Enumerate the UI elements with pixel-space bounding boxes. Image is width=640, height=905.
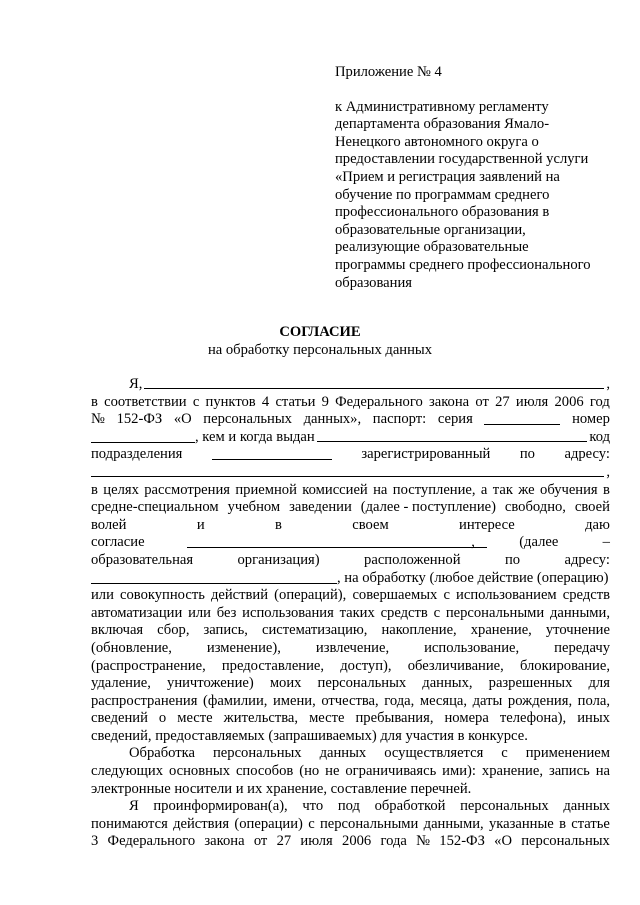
word: совокупность: [120, 587, 205, 604]
word: (далее - поступление): [360, 499, 496, 516]
line-23: [91, 763, 610, 781]
word: 27: [276, 833, 292, 850]
word: закона: [428, 393, 470, 410]
word: блокирование,: [519, 657, 610, 674]
word: месте: [309, 710, 345, 727]
word: моих: [269, 675, 302, 692]
word: использованием: [456, 587, 557, 604]
word: серия: [437, 411, 473, 428]
word: средств: [562, 587, 610, 604]
word: адресу:: [564, 551, 610, 568]
word: телефона),: [499, 710, 567, 727]
line-1: [91, 376, 610, 394]
word: средне-специальном: [91, 499, 219, 516]
word: удаление,: [91, 675, 151, 692]
line-19: [91, 693, 610, 711]
line-25: [91, 798, 610, 816]
line-13: [91, 587, 610, 605]
line-11: [91, 552, 610, 570]
word: целях: [103, 481, 139, 498]
word: или: [91, 587, 114, 604]
line-17: [91, 658, 610, 676]
word: доступ),: [340, 657, 392, 674]
subdivision-code-blank[interactable]: [212, 446, 332, 460]
word: уничтожение): [167, 675, 254, 692]
name-blank[interactable]: [144, 376, 604, 389]
word: имени,: [272, 692, 316, 709]
word: 9: [321, 393, 329, 410]
word: №: [416, 833, 431, 850]
word: месте: [177, 710, 213, 727]
word: рождения,: [507, 692, 573, 709]
word: от: [253, 833, 268, 850]
word: образовательная: [91, 551, 194, 568]
word: предоставление,: [221, 657, 325, 674]
word: в: [274, 516, 282, 533]
word: не: [325, 763, 340, 780]
word: 4: [261, 393, 270, 410]
word: на: [373, 481, 388, 498]
word: так: [492, 481, 513, 498]
organization-blank[interactable]: [187, 534, 487, 548]
word: без: [216, 604, 237, 621]
word: персональными: [445, 604, 545, 621]
word: таких: [339, 604, 375, 621]
word: ими):: [442, 763, 476, 780]
word: же: [518, 481, 535, 498]
word: персональных: [212, 745, 302, 762]
word: запись: [548, 763, 590, 780]
line-6: [91, 464, 610, 482]
word: (далее: [519, 534, 559, 551]
word: а: [480, 481, 488, 498]
word: данных»,: [303, 411, 362, 428]
word: способов: [235, 763, 294, 780]
word: Я: [129, 798, 139, 815]
word: свободно,: [504, 499, 566, 516]
word: от: [475, 393, 489, 410]
word: статье: [571, 815, 610, 832]
word: номер: [572, 411, 610, 428]
word: с: [308, 815, 315, 832]
word: ограничиваясь: [345, 763, 437, 780]
line-9: [91, 517, 610, 535]
word: адресу:: [564, 446, 610, 463]
word: средств: [380, 604, 428, 621]
word: , на обработку (любое действие (операцию): [337, 569, 609, 586]
word: о: [158, 710, 167, 727]
passport-series-blank[interactable]: [484, 411, 560, 425]
word: сбор,: [157, 622, 190, 639]
word: распространения: [91, 692, 198, 709]
word: сведений: [91, 710, 148, 727]
word: учебном: [227, 499, 281, 516]
word: или: [188, 604, 211, 621]
line-10: [91, 534, 610, 552]
punct: ,: [606, 463, 610, 480]
word: для: [588, 675, 610, 692]
line-18: [91, 675, 610, 693]
word: паспорт:: [372, 411, 427, 428]
word: года,: [384, 692, 415, 709]
consent-body: [91, 376, 610, 851]
word: уточнение: [545, 622, 610, 639]
word: согласие: [91, 534, 145, 551]
word: Федерального: [107, 833, 196, 850]
word: хранение,: [470, 622, 532, 639]
word: изменение),: [206, 639, 281, 656]
word: в: [91, 481, 98, 498]
text: сведений, предоставляемых (запрашиваемых) для участия в конкурсе.: [91, 727, 528, 744]
line-4: [91, 429, 610, 447]
word: подразделения: [91, 446, 183, 463]
issued-by-blank[interactable]: [317, 429, 588, 442]
line-12: [91, 570, 610, 588]
word: передачу: [554, 639, 610, 656]
word: Обработка: [129, 745, 195, 762]
word: извлечение,: [315, 639, 390, 656]
line-8: [91, 499, 610, 517]
word: понимаются: [91, 815, 168, 832]
word: (обновление,: [91, 639, 172, 656]
line-22: [91, 745, 610, 763]
word: код: [589, 428, 610, 445]
word: даю: [585, 516, 610, 533]
word: данных: [319, 745, 367, 762]
word: персональных: [317, 675, 407, 692]
word: (распространение,: [91, 657, 206, 674]
word: приемной: [235, 481, 297, 498]
word: поступление,: [392, 481, 476, 498]
word: использование,: [424, 639, 520, 656]
word: июля: [515, 393, 549, 410]
word: «О: [494, 833, 512, 850]
line-2: [91, 394, 610, 412]
word: в: [603, 481, 610, 498]
word: с: [443, 587, 450, 604]
word: ,: [606, 376, 610, 392]
word: пребывания,: [355, 710, 434, 727]
word: данных,: [422, 675, 473, 692]
line-21: [91, 728, 610, 746]
word: запись,: [203, 622, 248, 639]
word: 2006: [342, 833, 372, 850]
word: данными,: [423, 815, 484, 832]
line-5: [91, 446, 610, 464]
word: указанные: [488, 815, 554, 832]
word: по: [519, 446, 535, 463]
word: 152-ФЗ: [116, 411, 163, 428]
word: действий: [210, 587, 269, 604]
word: –: [602, 534, 610, 551]
word: обезличивание,: [407, 657, 504, 674]
word: автоматизации: [91, 604, 183, 621]
word: в: [559, 815, 566, 832]
word: даты: [472, 692, 503, 709]
document-title: СОГЛАСИЕ: [279, 324, 361, 340]
word: иных: [577, 710, 610, 727]
word: «О: [173, 411, 192, 428]
word: зарегистрированный: [361, 446, 491, 463]
word: с: [433, 604, 441, 621]
word: (операций),: [274, 587, 347, 604]
word: действия: [173, 815, 230, 832]
word: года: [380, 833, 407, 850]
word: следующих: [91, 763, 164, 780]
word: включая: [91, 622, 144, 639]
line-3: [91, 411, 610, 429]
word: персональными: [319, 815, 419, 832]
word: пола,: [577, 692, 610, 709]
line-20: [91, 710, 610, 728]
word: проинформирован(а),: [153, 798, 288, 815]
word: номера: [444, 710, 489, 727]
word: что: [302, 798, 324, 815]
word: (но: [299, 763, 320, 780]
word: под: [337, 798, 360, 815]
word: Федерального: [335, 393, 423, 410]
word: обработкой: [374, 798, 446, 815]
line-24: [91, 781, 610, 799]
word: отчества,: [321, 692, 379, 709]
word: интересе: [459, 516, 515, 533]
word: 2006: [554, 393, 584, 410]
line-16: [91, 640, 610, 658]
word: июля: [300, 833, 333, 850]
word: использования: [242, 604, 334, 621]
word: рассмотрения: [144, 481, 230, 498]
word: и: [196, 516, 205, 533]
word: на: [595, 763, 610, 780]
word: обучения: [540, 481, 598, 498]
word: накопление,: [381, 622, 457, 639]
word: пунктов: [205, 393, 256, 410]
word: своей: [574, 499, 610, 516]
word: совершаемых: [352, 587, 438, 604]
line-27: [91, 833, 610, 851]
word: в: [91, 393, 98, 410]
word: разрешенных: [488, 675, 573, 692]
word: (операции): [234, 815, 303, 832]
word: заведении: [289, 499, 352, 516]
word: персональных: [460, 798, 549, 815]
word: осуществляется: [384, 745, 484, 762]
word: данных: [563, 798, 610, 815]
word: ,: [471, 534, 475, 551]
word: 152-ФЗ: [439, 833, 485, 850]
word: жительства,: [223, 710, 299, 727]
word: (фамилии,: [203, 692, 268, 709]
passport-number-blank[interactable]: [91, 429, 195, 443]
line-14: [91, 605, 610, 623]
line-7: [91, 482, 610, 500]
word: комиссией: [302, 481, 368, 498]
word: 27: [495, 393, 510, 410]
document-subtitle: на обработку персональных данных: [207, 342, 433, 358]
appendix-reference: к Административному регламенту департамента образования Ямало- Ненецкого автономного округа о предоставлении государственной услуги «Прием и регистрация заявлений на обучение по программам среднего профессионального образования в образовательные организации, реализующие образовательные программы среднего профессионального образования: [335, 98, 591, 291]
word: месяца,: [419, 692, 468, 709]
word: систематизацию,: [261, 622, 368, 639]
word: Я,: [129, 376, 143, 392]
word: соответствии: [104, 393, 187, 410]
word: своем: [352, 516, 389, 533]
line-26: [91, 816, 610, 834]
word: с: [192, 393, 200, 410]
word: персональных: [521, 833, 610, 850]
word: 3: [91, 833, 99, 850]
word: данными,: [549, 604, 610, 621]
word: по: [504, 551, 521, 568]
word: статьи: [275, 393, 316, 410]
appendix-block: [335, 64, 615, 292]
word: персональных: [203, 411, 292, 428]
line-15: [91, 622, 610, 640]
word: основных: [168, 763, 231, 780]
appendix-title: Приложение № 4: [335, 64, 442, 80]
word: , кем и когда выдан: [195, 428, 315, 445]
organization-address-blank[interactable]: [91, 570, 337, 584]
word: волей: [91, 516, 127, 533]
word: расположенной: [364, 551, 461, 568]
word: год: [589, 393, 610, 410]
address-blank[interactable]: [91, 464, 604, 477]
word: №: [91, 411, 105, 428]
word: закона: [204, 833, 245, 850]
word: организация): [237, 551, 320, 568]
text: электронные носители и их хранение, составление перечней.: [91, 780, 472, 797]
word: хранение,: [481, 763, 543, 780]
word: применением: [525, 745, 610, 762]
word: с: [501, 745, 508, 762]
